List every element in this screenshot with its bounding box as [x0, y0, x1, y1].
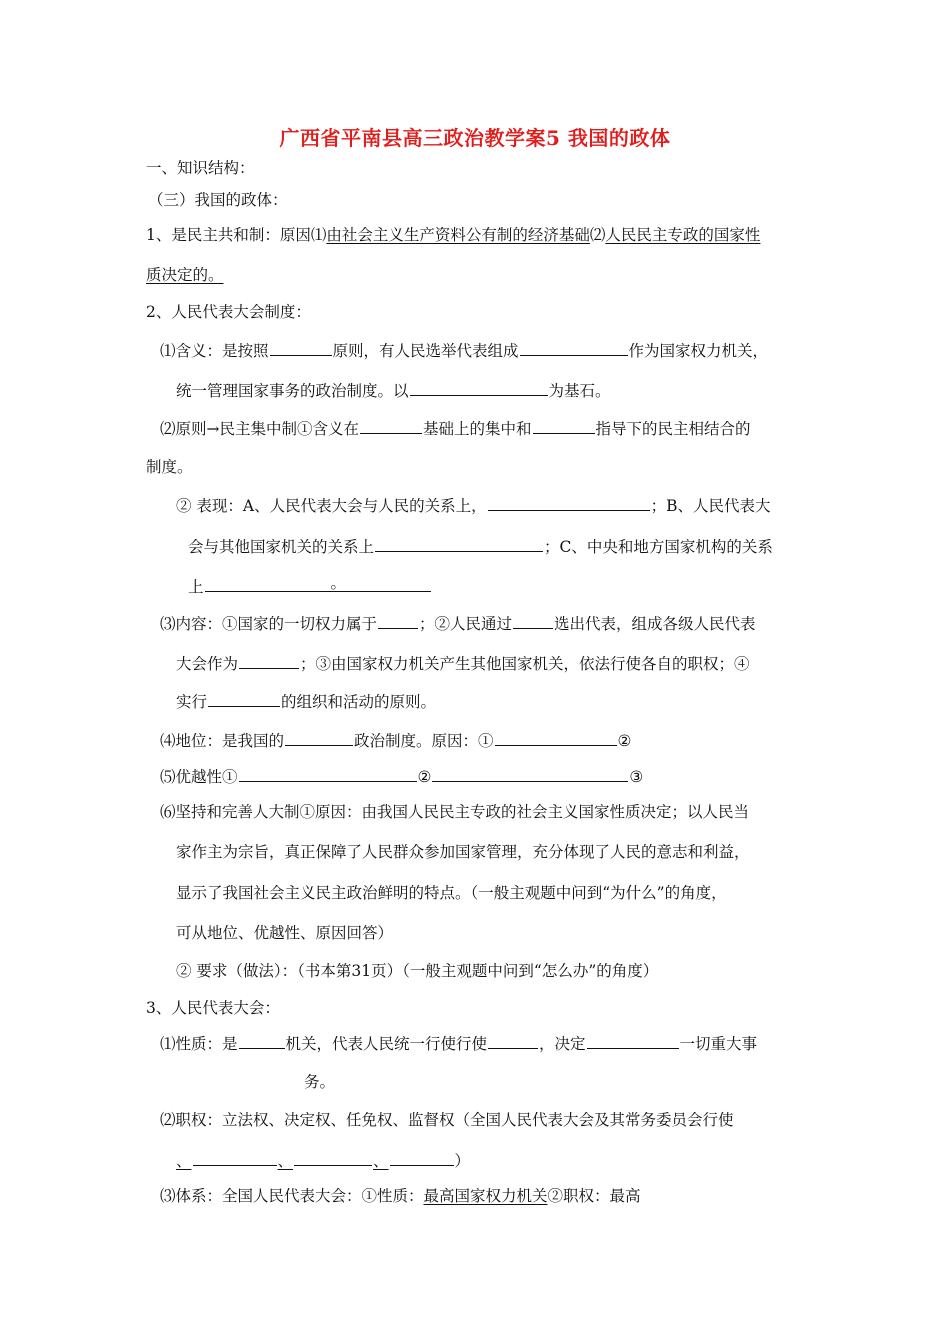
- section-polity: （三）我国的政体：: [148, 191, 288, 209]
- fill-blank[interactable]: [285, 730, 353, 746]
- text: ）: [454, 1152, 471, 1170]
- item-2-6-line-4: 可从地位、优越性、原因回答）: [176, 924, 394, 942]
- text: ；C、中央和地方国家机构的关系: [544, 538, 773, 556]
- text: 、: [373, 1152, 389, 1170]
- text: 实行: [176, 693, 208, 711]
- text: ⑷地位：是我国的: [160, 732, 285, 750]
- text: ②职权：最高: [547, 1187, 641, 1205]
- fill-blank[interactable]: [432, 766, 628, 782]
- text: 大会作为: [176, 655, 239, 673]
- item-2-1-line-1: [160, 340, 768, 361]
- item-2-2-line-1: [160, 418, 751, 439]
- item-2-2-line-5: [188, 576, 432, 597]
- fill-blank[interactable]: [533, 418, 595, 434]
- item-2-3-line-1: [160, 613, 756, 634]
- text: 的组织和活动的原则。: [281, 693, 437, 711]
- text: 上: [188, 578, 204, 596]
- text: 一切重大事: [679, 1035, 758, 1053]
- item-2-3-line-3: [176, 691, 436, 712]
- item-3-heading: 3、人民代表大会：: [146, 999, 280, 1017]
- text: ⑴性质：是: [160, 1035, 238, 1053]
- fill-blank[interactable]: [294, 1150, 372, 1166]
- text: ⑵原则→民主集中制①含义在: [160, 420, 359, 438]
- fill-blank[interactable]: [193, 1150, 277, 1166]
- fill-blank[interactable]: [205, 576, 431, 592]
- item-3-1-line-2: 务。: [304, 1073, 336, 1091]
- text: ⑶体系：全国人民代表大会：①性质：: [160, 1187, 424, 1205]
- text: 、: [277, 1152, 294, 1170]
- fill-blank[interactable]: [488, 1033, 538, 1049]
- text: ；③由国家权力机关产生其他国家机关，依法行使各自的职权；④: [300, 655, 750, 673]
- fill-blank[interactable]: [587, 1033, 679, 1049]
- text: ；B、人民代表大: [650, 497, 771, 515]
- item-3-1-line-1: [160, 1033, 757, 1054]
- item-2-4: [160, 730, 631, 751]
- item-2-6-line-3: 显示了我国社会主义民主政治鲜明的特点。（一般主观题中问到“为什么”的角度，: [176, 884, 727, 902]
- text: ②: [417, 768, 432, 786]
- text: 原则，有人民选举代表组成: [332, 342, 519, 360]
- item-2-heading: 2、人民代表大会制度：: [146, 303, 311, 321]
- item-1-text: 1、是民主共和制：原因⑴: [146, 226, 327, 244]
- text: ②: [617, 732, 632, 750]
- text: 指导下的民主相结合的: [595, 420, 751, 438]
- text: ③: [629, 768, 644, 786]
- text: 会与其他国家机关的关系上: [188, 538, 375, 556]
- item-2-6-line-1: ⑹坚持和完善人大制①原因：由我国人民民主专政的社会主义国家性质决定；以人民当: [160, 803, 750, 821]
- fill-blank[interactable]: [410, 380, 548, 396]
- fill-blank[interactable]: [513, 613, 553, 629]
- fill-blank[interactable]: [378, 613, 418, 629]
- item-1-line-1: [146, 225, 760, 245]
- text: 政治制度。原因：①: [354, 732, 494, 750]
- text: 机关，代表人民统一行使行使: [285, 1035, 488, 1053]
- fill-blank[interactable]: [239, 1033, 285, 1049]
- fill-blank[interactable]: [488, 495, 650, 511]
- item-2-5: [160, 766, 643, 787]
- text: 基础上的集中和: [423, 420, 532, 438]
- section-knowledge-structure: 一、知识结构：: [146, 159, 255, 177]
- text: 、: [176, 1152, 192, 1170]
- item-1-reason-2-cont: 质决定的。: [146, 266, 224, 284]
- item-2-2-line-3: [176, 495, 771, 516]
- fill-blank[interactable]: [360, 418, 422, 434]
- item-3-2-line-2: [176, 1150, 470, 1171]
- text: ⑶内容：①国家的一切权力属于: [160, 615, 378, 633]
- document-title: 广西省平南县高三政治教学案5 我国的政体: [279, 126, 671, 150]
- item-3-3: [160, 1186, 641, 1206]
- fill-blank[interactable]: [239, 653, 299, 669]
- fill-blank[interactable]: [495, 730, 617, 746]
- item-1-line-2: [146, 265, 224, 285]
- text: ，决定: [539, 1035, 586, 1053]
- text: ② 表现：A、人民代表大会与人民的关系上，: [176, 497, 487, 515]
- fill-blank[interactable]: [390, 1150, 454, 1166]
- item-3-2-line-1: ⑵职权：立法权、决定权、任免权、监督权（全国人民代表大会及其常务委员会行使: [160, 1111, 734, 1129]
- text: 作为国家权力机关，: [628, 342, 769, 360]
- fill-blank[interactable]: [520, 340, 628, 356]
- text: ；②人民通过: [419, 615, 513, 633]
- text: 为基石。: [548, 382, 611, 400]
- item-1-reason-1: 由社会主义生产资料公有制的经济基础: [326, 226, 590, 244]
- fill-blank[interactable]: [239, 766, 417, 782]
- text: 统一管理国家事务的政治制度。以: [176, 382, 409, 400]
- fill-blank[interactable]: [208, 691, 280, 707]
- period: 。: [330, 574, 347, 592]
- text: 最高国家权力机关: [423, 1187, 548, 1205]
- fill-blank[interactable]: [270, 340, 332, 356]
- item-1-reason-2: 人民民主专政的国家性: [605, 226, 761, 244]
- item-2-3-line-2: [176, 653, 750, 674]
- item-2-1-line-2: [176, 380, 611, 401]
- item-2-2-line-2: 制度。: [146, 458, 193, 476]
- fill-blank[interactable]: [375, 536, 543, 552]
- item-2-6-line-2: 家作主为宗旨，真正保障了人民群众参加国家管理，充分体现了人民的意志和利益，: [176, 843, 750, 861]
- item-1-marker-2: ⑵: [589, 226, 606, 244]
- text: ⑸优越性①: [160, 768, 238, 786]
- item-2-6-line-5: ② 要求（做法）：（书本第31页）（一般主观题中问到“怎么办”的角度）: [176, 962, 659, 980]
- item-2-2-line-4: [188, 536, 773, 557]
- text: ⑴含义：是按照: [160, 342, 269, 360]
- text: 选出代表，组成各级人民代表: [554, 615, 756, 633]
